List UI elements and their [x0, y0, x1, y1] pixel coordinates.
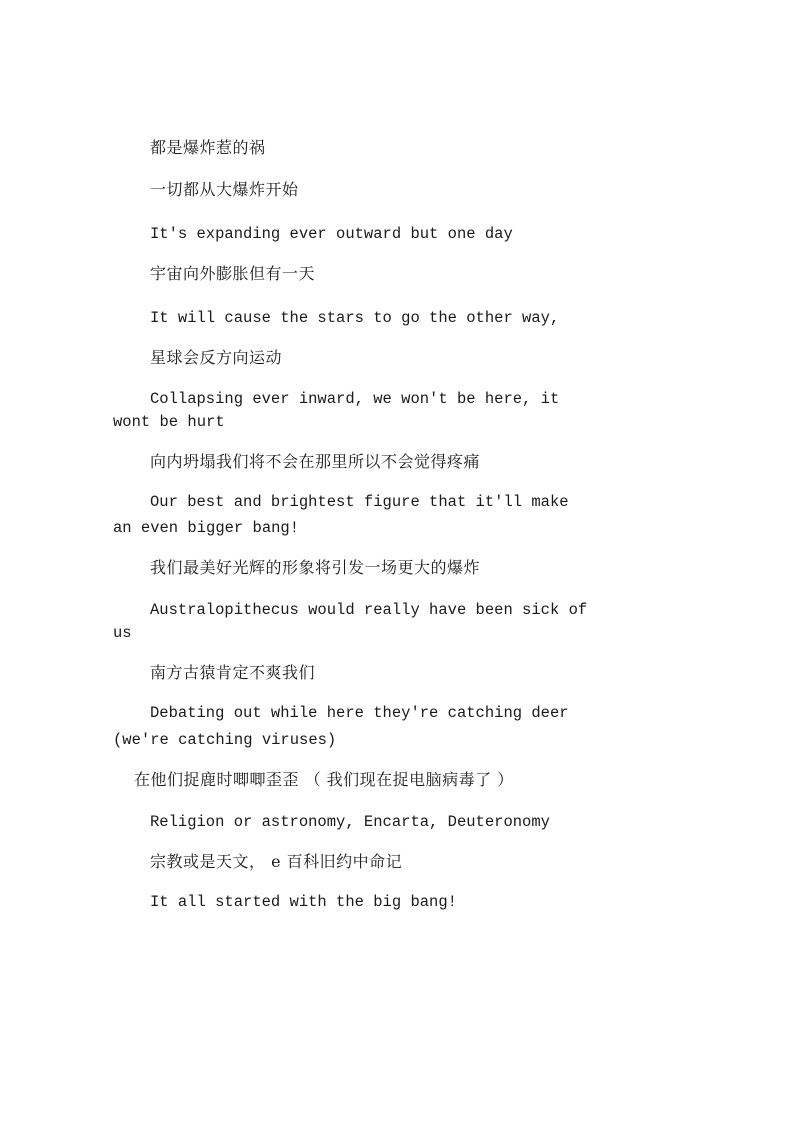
lyric-line-english: Australopithecus would really have been sick of	[150, 601, 588, 619]
lyric-line-chinese: 宗教或是天文， e 百科旧约中命记	[150, 852, 403, 871]
lyric-line-english: Our best and brightest figure that it'll make	[150, 493, 569, 511]
lyric-line-english-continued: an even bigger bang!	[113, 519, 300, 537]
lyric-line-english: Debating out while here they're catching deer	[150, 704, 569, 722]
lyric-line-chinese: 南方古猿肯定不爽我们	[150, 663, 316, 682]
lyric-line-chinese: 都是爆炸惹的祸	[150, 138, 266, 157]
lyric-line-english: Collapsing ever inward, we won't be here, it	[150, 390, 560, 408]
lyric-line-english: It's expanding ever outward but one day	[150, 225, 513, 243]
lyric-line-english: It will cause the stars to go the other way,	[150, 309, 560, 327]
lyric-line-chinese: 向内坍塌我们将不会在那里所以不会觉得疼痛	[150, 452, 481, 471]
lyric-line-english-continued: wont be hurt	[113, 413, 225, 431]
lyric-line-english-continued: (we're catching viruses)	[113, 731, 337, 749]
lyric-line-english: Religion or astronomy, Encarta, Deuteronomy	[150, 813, 550, 831]
lyric-line-english: It all started with the big bang!	[150, 893, 457, 911]
lyric-line-chinese: 在他们捉鹿时唧唧歪歪 （ 我们现在捉电脑病毒了 ）	[134, 770, 514, 789]
lyric-line-chinese: 一切都从大爆炸开始	[150, 180, 299, 199]
lyric-line-english-continued: us	[113, 624, 132, 642]
lyric-line-chinese: 我们最美好光辉的形象将引发一场更大的爆炸	[150, 558, 481, 577]
lyric-line-chinese: 星球会反方向运动	[150, 348, 283, 367]
lyric-line-chinese: 宇宙向外膨胀但有一天	[150, 264, 316, 283]
